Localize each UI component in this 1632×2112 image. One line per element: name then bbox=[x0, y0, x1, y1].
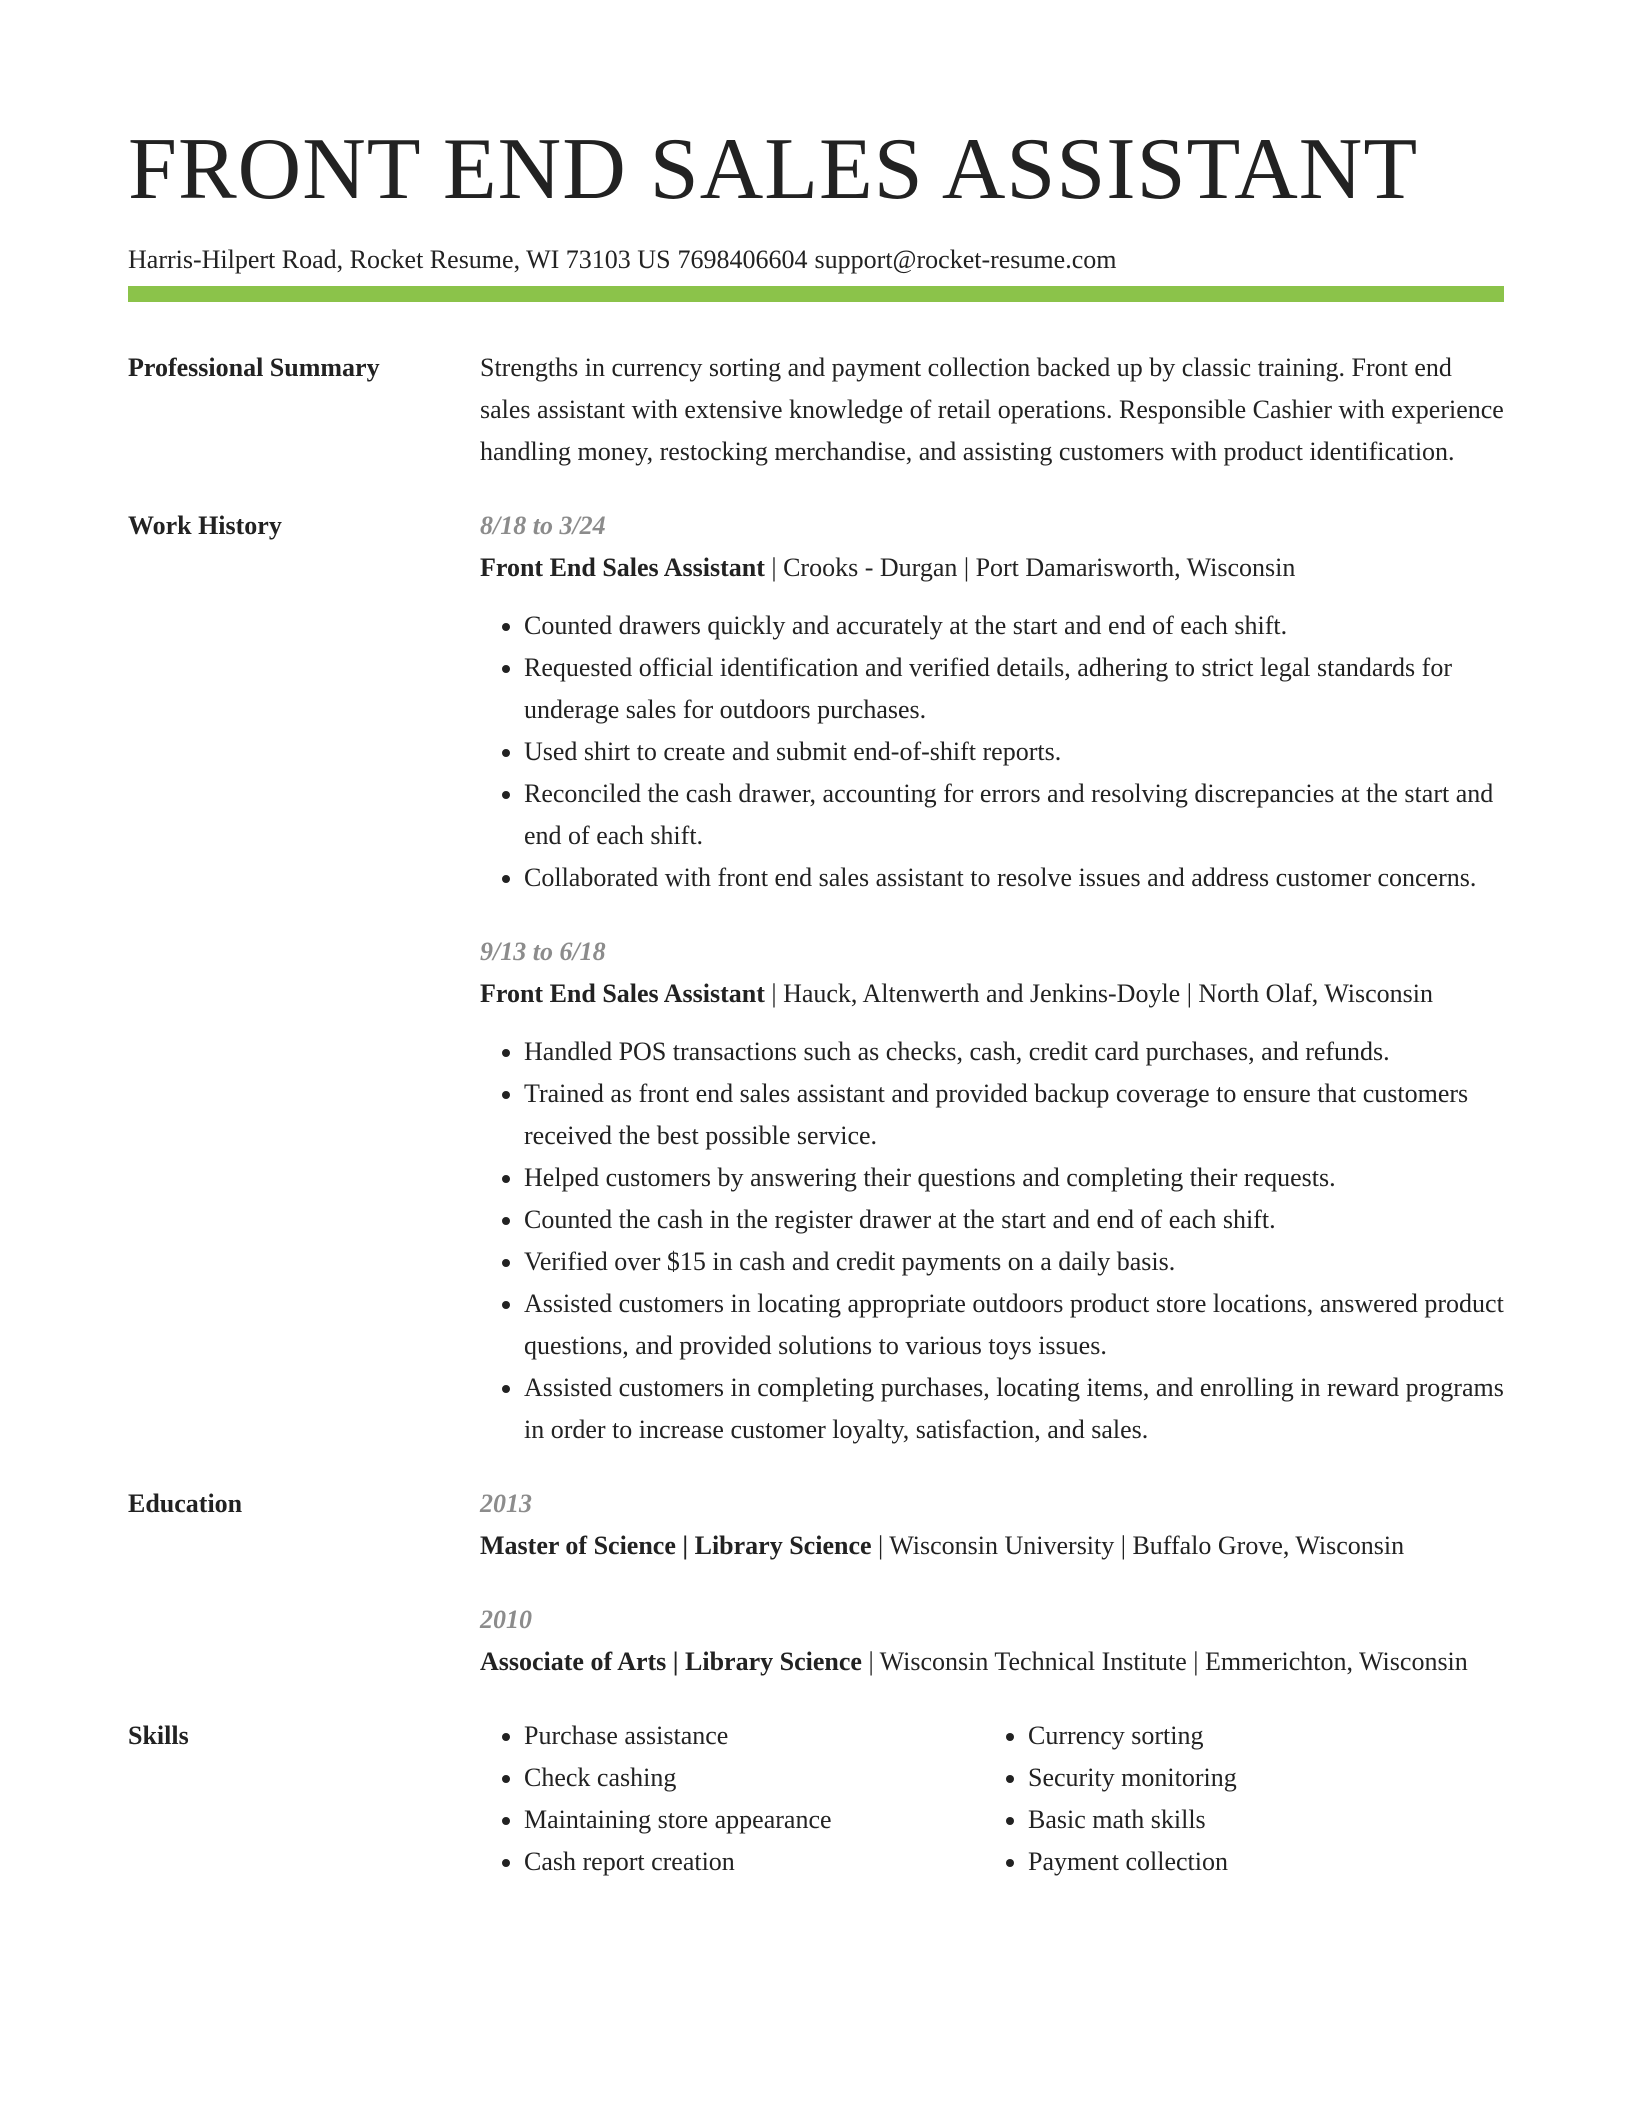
list-item: • Payment collection bbox=[1028, 1841, 1488, 1883]
job-heading bbox=[480, 973, 1504, 1015]
skills-list-left bbox=[480, 1715, 984, 1883]
contact-email: support@rocket-resume.com bbox=[814, 245, 1117, 274]
education-degree: Associate of Arts | Library Science bbox=[480, 1647, 862, 1676]
education-entry bbox=[480, 1599, 1504, 1683]
section-skills bbox=[128, 1715, 1504, 1883]
section-work-history bbox=[128, 505, 1504, 1451]
job-bullets bbox=[480, 605, 1504, 899]
education-year: 2010 bbox=[480, 1605, 532, 1634]
list-item: • Counted the cash in the register drawer at the start and end of each shift. bbox=[524, 1199, 1504, 1241]
education-heading bbox=[480, 1525, 1504, 1567]
section-title: Work History bbox=[128, 511, 282, 540]
list-item: • Reconciled the cash drawer, accounting for errors and resolving discrepancies at the start and end of each shift. bbox=[524, 773, 1504, 857]
job-role: Front End Sales Assistant bbox=[480, 979, 765, 1008]
job-details: | Hauck, Altenwerth and Jenkins-Doyle | North Olaf, Wisconsin bbox=[764, 979, 1434, 1008]
job-entry bbox=[480, 931, 1504, 1451]
list-item: • Purchase assistance bbox=[524, 1715, 984, 1757]
work-entries bbox=[480, 505, 1504, 1451]
candidate-name: FRONT END SALES ASSISTANT bbox=[128, 121, 1419, 218]
education-degree: Master of Science | Library Science bbox=[480, 1531, 872, 1560]
job-role: Front End Sales Assistant bbox=[480, 553, 765, 582]
education-entries bbox=[480, 1483, 1504, 1683]
header-divider bbox=[128, 286, 1504, 302]
education-details: | Wisconsin Technical Institute | Emmerichton, Wisconsin bbox=[861, 1647, 1468, 1676]
list-item: • Maintaining store appearance bbox=[524, 1799, 984, 1841]
list-item: • Basic math skills bbox=[1028, 1799, 1488, 1841]
job-entry bbox=[480, 505, 1504, 899]
list-item: • Currency sorting bbox=[1028, 1715, 1488, 1757]
list-item: • Handled POS transactions such as checks, cash, credit card purchases, and refunds. bbox=[524, 1031, 1504, 1073]
job-heading bbox=[480, 547, 1504, 589]
list-item: • Assisted customers in completing purchases, locating items, and enrolling in reward programs in order to increase customer loyalty, satisfaction, and sales. bbox=[524, 1367, 1504, 1451]
section-professional-summary bbox=[128, 347, 1504, 473]
resume-header bbox=[128, 120, 1504, 276]
list-item: • Counted drawers quickly and accurately at the start and end of each shift. bbox=[524, 605, 1504, 647]
education-details: | Wisconsin University | Buffalo Grove, Wisconsin bbox=[871, 1531, 1405, 1560]
summary-text: Strengths in currency sorting and payment collection backed up by classic training. Front end sales assistant with extensive knowledge of retail operations. Responsible Cashier with experience handling money, restocking merchandise, and assisting customers with product identification. bbox=[480, 353, 1504, 466]
education-year: 2013 bbox=[480, 1489, 532, 1518]
list-item: • Verified over $15 in cash and credit payments on a daily basis. bbox=[524, 1241, 1504, 1283]
job-details: | Crooks - Durgan | Port Damarisworth, Wisconsin bbox=[764, 553, 1296, 582]
job-dates: 8/18 to 3/24 bbox=[480, 511, 606, 540]
contact-line bbox=[128, 244, 1504, 276]
list-item: • Collaborated with front end sales assistant to resolve issues and address customer concerns. bbox=[524, 857, 1504, 899]
contact-phone: 7698406604 bbox=[677, 245, 808, 274]
section-education bbox=[128, 1483, 1504, 1683]
section-title: Education bbox=[128, 1489, 243, 1518]
resume-content bbox=[128, 347, 1504, 1915]
skills-columns bbox=[480, 1715, 1504, 1883]
education-heading bbox=[480, 1641, 1504, 1683]
education-entry bbox=[480, 1483, 1504, 1567]
list-item: • Security monitoring bbox=[1028, 1757, 1488, 1799]
job-dates: 9/13 to 6/18 bbox=[480, 937, 606, 966]
list-item: • Trained as front end sales assistant and provided backup coverage to ensure that customers received the best possible service. bbox=[524, 1073, 1504, 1157]
list-item: • Check cashing bbox=[524, 1757, 984, 1799]
list-item: • Helped customers by answering their questions and completing their requests. bbox=[524, 1157, 1504, 1199]
list-item: • Requested official identification and verified details, adhering to strict legal standards for underage sales for outdoors purchases. bbox=[524, 647, 1504, 731]
section-title: Professional Summary bbox=[128, 353, 380, 382]
list-item: • Assisted customers in locating appropriate outdoors product store locations, answered product questions, and provided solutions to various toys issues. bbox=[524, 1283, 1504, 1367]
job-bullets bbox=[480, 1031, 1504, 1451]
contact-address: Harris-Hilpert Road, Rocket Resume, WI 73103 US bbox=[128, 245, 671, 274]
list-item: • Cash report creation bbox=[524, 1841, 984, 1883]
section-title: Skills bbox=[128, 1721, 189, 1750]
list-item: • Used shirt to create and submit end-of-shift reports. bbox=[524, 731, 1504, 773]
skills-list-right bbox=[984, 1715, 1488, 1883]
